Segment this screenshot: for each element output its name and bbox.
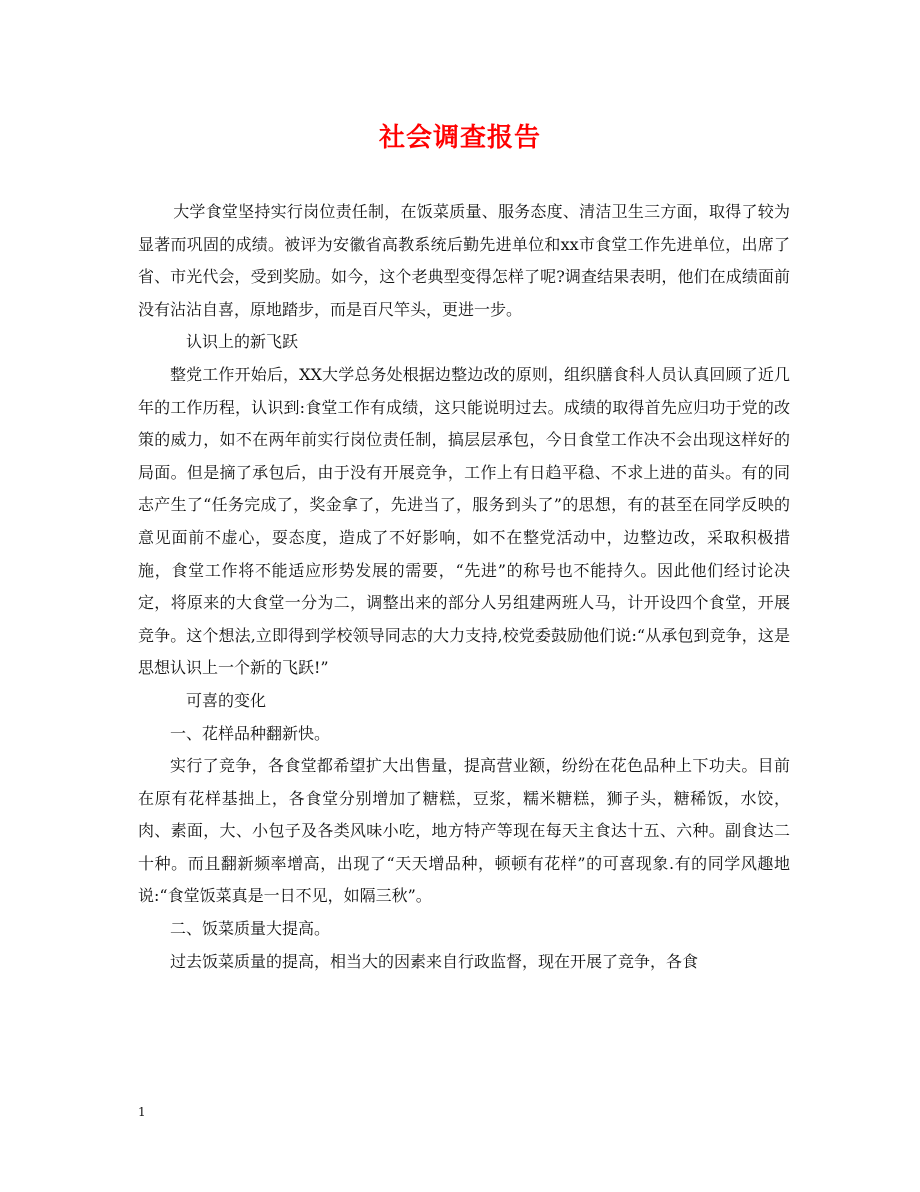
- section-heading-cognition: 认识上的新飞跃: [186, 332, 299, 352]
- page-number: 1: [138, 1105, 146, 1119]
- paragraph-intro: 大学食堂坚持实行岗位责任制，在饭菜质量、服务态度、清洁卫生三方面，取得了较为显著而巩固的成绩。被评为安徽省高教系统后勤先进单位和xx市食堂工作先进单位，出席了省、市光代会，受到奖励。如今，这个老典型变得怎样了呢?调查结果表明，他们在成绩面前没有沾沾自喜，原地踏步，而是百尺竿头，更进一步。: [138, 202, 790, 319]
- paragraph-quality: 过去饭菜质量的提高，相当大的因素来自行政监督，现在开展了竞争，各食: [170, 951, 699, 971]
- section-heading-changes: 可喜的变化: [186, 690, 267, 710]
- paragraph-variety: 实行了竞争，各食堂都希望扩大出售量，提高营业额，纷纷在花色品种上下功夫。目前在原有花样基拙上，各食堂分别增加了糖糕，豆浆，糯米糖糕，狮子头，糖稀饭，水饺，肉、素面，大、小包子及各类风味小吃，地方特产等现在每天主食达十五、六种。副食达二十种。而且翻新频率增高，出现了“天天增品种，顿顿有花样”的可喜现象.有的同学风趣地说:“食堂饭菜真是一日不见，如隔三秋”。: [138, 756, 790, 906]
- paragraph-rectification: 整党工作开始后，XX大学总务处根据边整边改的原则，组织膳食科人员认真回顾了近几年的工作历程，认识到:食堂工作有成绩，这只能说明过去。成绩的取得首先应归功于党的改策的威力，如不在两年前实行岗位责任制，搞层层承包，今日食堂工作决不会出现这样好的局面。但是摘了承包后，由于没有开展竞争，工作上有日趋平稳、不求上进的苗头。有的同志产生了“任务完成了，奖金拿了，先进当了，服务到头了”的思想，有的甚至在同学反映的意见面前不虚心，耍态度，造成了不好影响，如不在整党活动中，边整边改，采取积极措施，食堂工作将不能适应形势发展的需要，“先进”的称号也不能持久。因此他们经讨论决定，将原来的大食堂一分为二，调整出来的部分人另组建两班人马，计开设四个食堂，开展竞争。这个想法,立即得到学校领导同志的大力支持,校党委鼓励他们说:“从承包到竞争，这是思想认识上一个新的飞跃!”: [138, 364, 790, 678]
- subheading-variety: 一、花样品种翻新快。: [170, 723, 331, 743]
- document-body: [138, 196, 790, 978]
- document-title: 社会调查报告: [378, 123, 541, 153]
- subheading-quality: 二、饭菜质量大提高。: [170, 919, 331, 939]
